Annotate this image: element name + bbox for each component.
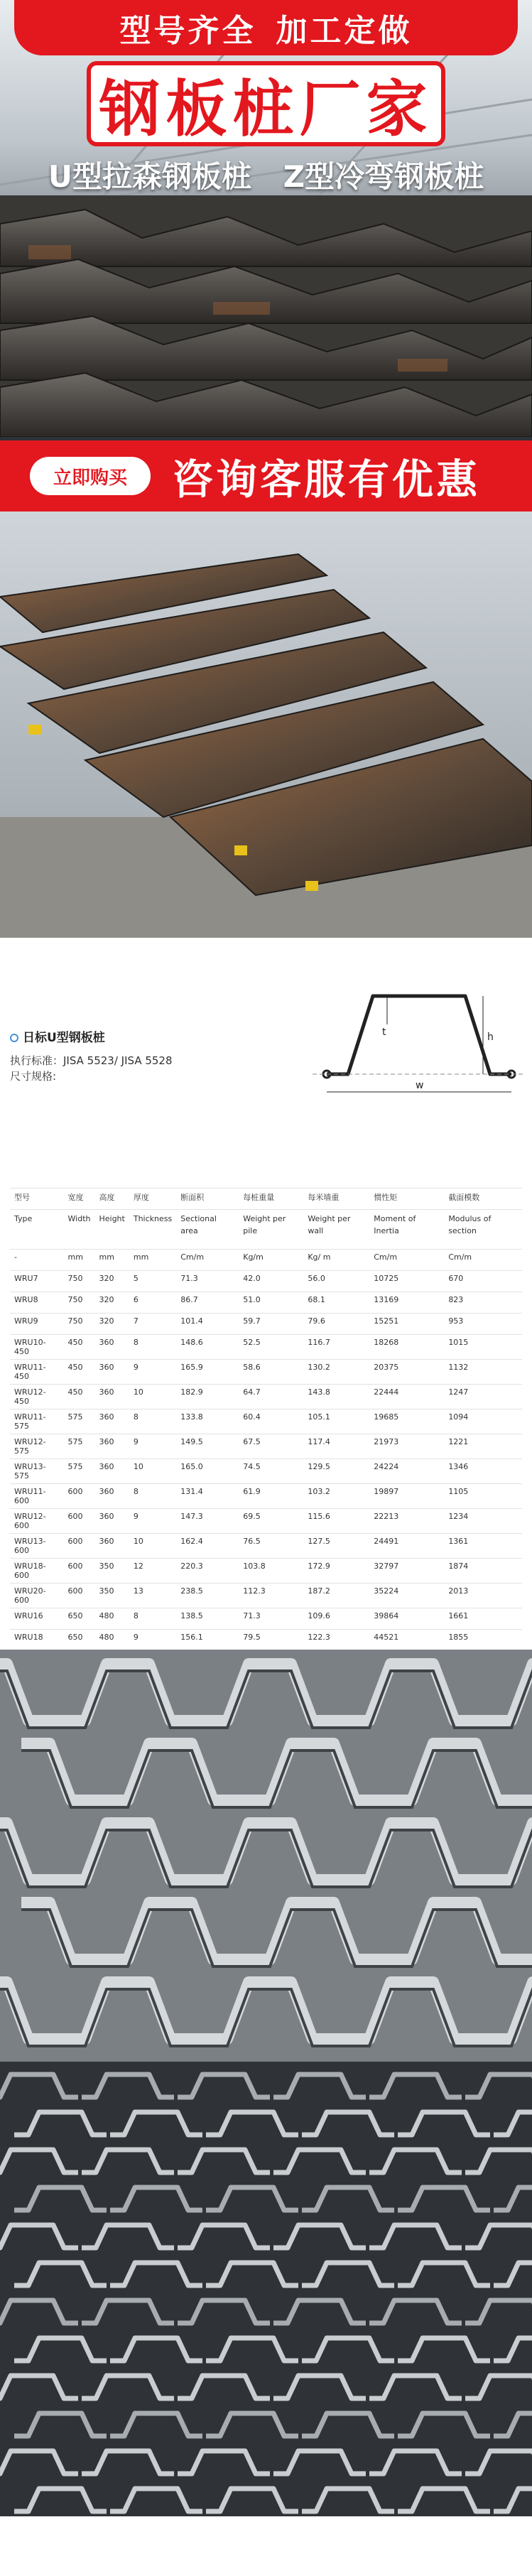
table-cell: 450 bbox=[64, 1335, 95, 1360]
table-cell: 68.1 bbox=[303, 1292, 369, 1314]
table-cell: 360 bbox=[94, 1360, 129, 1385]
table-cell: WRU9 bbox=[10, 1314, 64, 1335]
table-cell: 360 bbox=[94, 1434, 129, 1459]
table-cell: 18268 bbox=[369, 1335, 444, 1360]
table-cell: 129.5 bbox=[303, 1459, 369, 1484]
table-cell: 56.0 bbox=[303, 1271, 369, 1292]
table-cell: 58.6 bbox=[239, 1360, 303, 1385]
table-row bbox=[10, 1271, 522, 1292]
table-cell: 22444 bbox=[369, 1385, 444, 1409]
table-cell: 1105 bbox=[444, 1484, 522, 1509]
table-cell: WRU13-575 bbox=[10, 1459, 64, 1484]
buy-now-button[interactable] bbox=[30, 457, 151, 495]
table-cell: 32797 bbox=[369, 1559, 444, 1584]
table-cell: 10 bbox=[129, 1459, 176, 1484]
table-cell: 86.7 bbox=[176, 1292, 239, 1314]
table-cell: 143.8 bbox=[303, 1385, 369, 1409]
table-cell: WRU16 bbox=[10, 1608, 64, 1630]
table-cell: 148.6 bbox=[176, 1335, 239, 1360]
table-cell: 9 bbox=[129, 1434, 176, 1459]
table-cell: WRU18-600 bbox=[10, 1559, 64, 1584]
table-cell: 600 bbox=[64, 1584, 95, 1608]
table-row bbox=[10, 1385, 522, 1409]
table-row bbox=[10, 1608, 522, 1630]
hero-banner bbox=[0, 0, 532, 512]
table-cell: 575 bbox=[64, 1459, 95, 1484]
table-cell: 61.9 bbox=[239, 1484, 303, 1509]
table-row bbox=[10, 1314, 522, 1335]
table-cell: 360 bbox=[94, 1459, 129, 1484]
table-header-cell: 每米墙重 bbox=[303, 1189, 369, 1210]
table-header-row bbox=[10, 1250, 522, 1271]
table-cell: 7 bbox=[129, 1314, 176, 1335]
table-cell: 19897 bbox=[369, 1484, 444, 1509]
table-header-cell: 截面模数 bbox=[444, 1189, 522, 1210]
table-cell: 480 bbox=[94, 1630, 129, 1651]
table-cell: 750 bbox=[64, 1292, 95, 1314]
table-cell: 69.5 bbox=[239, 1509, 303, 1534]
table-cell: 21973 bbox=[369, 1434, 444, 1459]
table-cell: 138.5 bbox=[176, 1608, 239, 1630]
table-header-cell: 每桩重量 bbox=[239, 1189, 303, 1210]
table-cell: WRU13-600 bbox=[10, 1534, 64, 1559]
sheet-pile-stack-graphic bbox=[0, 195, 532, 437]
table-header-cell: Modulus of section bbox=[444, 1210, 522, 1250]
table-cell: 103.2 bbox=[303, 1484, 369, 1509]
table-cell: 149.5 bbox=[176, 1434, 239, 1459]
table-cell: 162.4 bbox=[176, 1534, 239, 1559]
table-cell: 1247 bbox=[444, 1385, 522, 1409]
table-row bbox=[10, 1584, 522, 1608]
banner-subtitle: U型拉森钢板桩 Z型冷弯钢板桩 bbox=[48, 159, 484, 194]
table-row bbox=[10, 1534, 522, 1559]
banner-top-strip bbox=[14, 0, 518, 55]
table-header-row bbox=[10, 1210, 522, 1250]
banner-bottom-bar bbox=[0, 440, 532, 512]
table-cell: 105.1 bbox=[303, 1409, 369, 1434]
table-cell: 320 bbox=[94, 1292, 129, 1314]
table-header-cell: Height bbox=[94, 1210, 129, 1250]
table-header-cell: Cm/m bbox=[369, 1250, 444, 1271]
table-header-cell: - bbox=[10, 1250, 64, 1271]
table-cell: 360 bbox=[94, 1509, 129, 1534]
table-cell: 953 bbox=[444, 1314, 522, 1335]
table-cell: WRU11-575 bbox=[10, 1409, 64, 1434]
table-header-cell: Type bbox=[10, 1210, 64, 1250]
table-cell: 1094 bbox=[444, 1409, 522, 1434]
label-h: h bbox=[487, 1032, 494, 1043]
table-cell: 360 bbox=[94, 1335, 129, 1360]
table-cell: 10 bbox=[129, 1534, 176, 1559]
table-cell: WRU12-575 bbox=[10, 1434, 64, 1459]
table-row bbox=[10, 1559, 522, 1584]
table-cell: 575 bbox=[64, 1434, 95, 1459]
table-header-cell: Cm/m bbox=[176, 1250, 239, 1271]
table-cell: 650 bbox=[64, 1630, 95, 1651]
table-header-cell: Kg/ m bbox=[303, 1250, 369, 1271]
product-photo-stacked-piles bbox=[0, 512, 532, 938]
table-cell: 650 bbox=[64, 1608, 95, 1630]
banner-title-box bbox=[87, 61, 445, 146]
table-cell: 220.3 bbox=[176, 1559, 239, 1584]
table-cell: 9 bbox=[129, 1630, 176, 1651]
table-header-cell: 高度 bbox=[94, 1189, 129, 1210]
table-cell: 13169 bbox=[369, 1292, 444, 1314]
table-cell: WRU11-450 bbox=[10, 1360, 64, 1385]
table-cell: 127.5 bbox=[303, 1534, 369, 1559]
table-cell: WRU12-600 bbox=[10, 1509, 64, 1534]
spec-section bbox=[0, 946, 532, 1188]
table-header-cell: 厚度 bbox=[129, 1189, 176, 1210]
table-cell: 51.0 bbox=[239, 1292, 303, 1314]
table-cell: 71.3 bbox=[176, 1271, 239, 1292]
product-photo-u-profiles bbox=[0, 1650, 532, 2062]
table-row bbox=[10, 1409, 522, 1434]
banner-tagline-right: 加工定做 bbox=[276, 13, 413, 49]
table-cell: 109.6 bbox=[303, 1608, 369, 1630]
table-cell: 1361 bbox=[444, 1534, 522, 1559]
label-w: w bbox=[416, 1080, 424, 1091]
table-cell: 8 bbox=[129, 1608, 176, 1630]
table-cell: 116.7 bbox=[303, 1335, 369, 1360]
table-cell: 64.7 bbox=[239, 1385, 303, 1409]
table-cell: 320 bbox=[94, 1314, 129, 1335]
table-cell: 182.9 bbox=[176, 1385, 239, 1409]
table-cell: 480 bbox=[94, 1608, 129, 1630]
table-cell: 450 bbox=[64, 1360, 95, 1385]
table-cell: 1855 bbox=[444, 1630, 522, 1651]
table-cell: 103.8 bbox=[239, 1559, 303, 1584]
spec-dimension-label: 尺寸规格: bbox=[10, 1070, 57, 1083]
table-cell: 823 bbox=[444, 1292, 522, 1314]
table-row bbox=[10, 1335, 522, 1360]
table-cell: 575 bbox=[64, 1409, 95, 1434]
table-cell: 8 bbox=[129, 1335, 176, 1360]
table-cell: 600 bbox=[64, 1559, 95, 1584]
table-row bbox=[10, 1360, 522, 1385]
table-cell: 60.4 bbox=[239, 1409, 303, 1434]
table-cell: 24491 bbox=[369, 1534, 444, 1559]
table-header-cell: Weight per wall bbox=[303, 1210, 369, 1250]
table-cell: 15251 bbox=[369, 1314, 444, 1335]
table-cell: 350 bbox=[94, 1559, 129, 1584]
table-cell: 8 bbox=[129, 1409, 176, 1434]
table-cell: 74.5 bbox=[239, 1459, 303, 1484]
table-cell: 670 bbox=[444, 1271, 522, 1292]
table-cell: 360 bbox=[94, 1534, 129, 1559]
table-cell: 600 bbox=[64, 1484, 95, 1509]
table-row bbox=[10, 1459, 522, 1484]
table-cell: 42.0 bbox=[239, 1271, 303, 1292]
table-cell: 750 bbox=[64, 1314, 95, 1335]
buy-now-label: 立即购买 bbox=[53, 467, 127, 489]
table-header-cell: Moment of Inertia bbox=[369, 1210, 444, 1250]
table-cell: 24224 bbox=[369, 1459, 444, 1484]
table-header-cell: 惯性矩 bbox=[369, 1189, 444, 1210]
table-cell: 147.3 bbox=[176, 1509, 239, 1534]
table-cell: 360 bbox=[94, 1484, 129, 1509]
table-header-cell: mm bbox=[64, 1250, 95, 1271]
table-cell: 59.7 bbox=[239, 1314, 303, 1335]
table-header-cell: 宽度 bbox=[64, 1189, 95, 1210]
table-cell: 76.5 bbox=[239, 1534, 303, 1559]
product-photo-warehouse-stock bbox=[0, 2062, 532, 2516]
table-cell: 320 bbox=[94, 1271, 129, 1292]
table-cell: 187.2 bbox=[303, 1584, 369, 1608]
table-header-cell: mm bbox=[94, 1250, 129, 1271]
banner-tagline-left: 型号齐全 bbox=[119, 13, 256, 49]
table-cell: 1015 bbox=[444, 1335, 522, 1360]
table-row bbox=[10, 1484, 522, 1509]
spec-table bbox=[10, 1188, 522, 1672]
table-cell: 112.3 bbox=[239, 1584, 303, 1608]
table-header-cell: Thickness bbox=[129, 1210, 176, 1250]
table-cell: WRU18 bbox=[10, 1630, 64, 1651]
spec-standard: 执行标准：JISA 5523/ JISA 5528 bbox=[10, 1054, 173, 1067]
table-cell: 10725 bbox=[369, 1271, 444, 1292]
table-cell: 1132 bbox=[444, 1360, 522, 1385]
table-cell: WRU11-600 bbox=[10, 1484, 64, 1509]
table-cell: 1661 bbox=[444, 1608, 522, 1630]
table-cell: 130.2 bbox=[303, 1360, 369, 1385]
table-cell: 165.0 bbox=[176, 1459, 239, 1484]
table-cell: WRU7 bbox=[10, 1271, 64, 1292]
table-cell: 165.9 bbox=[176, 1360, 239, 1385]
table-cell: 20375 bbox=[369, 1360, 444, 1385]
table-cell: 79.6 bbox=[303, 1314, 369, 1335]
table-cell: 750 bbox=[64, 1271, 95, 1292]
table-cell: 13 bbox=[129, 1584, 176, 1608]
table-cell: 1874 bbox=[444, 1559, 522, 1584]
table-cell: 450 bbox=[64, 1385, 95, 1409]
table-row bbox=[10, 1434, 522, 1459]
table-cell: 101.4 bbox=[176, 1314, 239, 1335]
table-cell: 10 bbox=[129, 1385, 176, 1409]
table-row bbox=[10, 1630, 522, 1651]
banner-title: 钢板桩厂家 bbox=[99, 74, 433, 145]
table-header-cell: 型号 bbox=[10, 1189, 64, 1210]
table-cell: 35224 bbox=[369, 1584, 444, 1608]
table-cell: WRU10-450 bbox=[10, 1335, 64, 1360]
table-cell: 5 bbox=[129, 1271, 176, 1292]
table-cell: WRU8 bbox=[10, 1292, 64, 1314]
table-cell: 131.4 bbox=[176, 1484, 239, 1509]
u-pile-profile-diagram bbox=[313, 982, 526, 1103]
table-cell: 1346 bbox=[444, 1459, 522, 1484]
table-row bbox=[10, 1292, 522, 1314]
table-cell: 19685 bbox=[369, 1409, 444, 1434]
table-header-cell: Weight per pile bbox=[239, 1210, 303, 1250]
table-cell: 360 bbox=[94, 1409, 129, 1434]
table-header-row bbox=[10, 1189, 522, 1210]
table-header-cell: Cm/m bbox=[444, 1250, 522, 1271]
table-cell: WRU20-600 bbox=[10, 1584, 64, 1608]
consult-promo-text: 咨询客服有优惠 bbox=[172, 455, 481, 504]
table-row bbox=[10, 1509, 522, 1534]
spec-table-section bbox=[0, 1188, 532, 1650]
table-cell: 133.8 bbox=[176, 1409, 239, 1434]
table-cell: 52.5 bbox=[239, 1335, 303, 1360]
bullet-icon bbox=[10, 1034, 18, 1042]
table-cell: 39864 bbox=[369, 1608, 444, 1630]
spec-title bbox=[10, 1027, 105, 1045]
table-cell: 600 bbox=[64, 1534, 95, 1559]
table-header-cell: mm bbox=[129, 1250, 176, 1271]
table-cell: 1234 bbox=[444, 1509, 522, 1534]
table-cell: 79.5 bbox=[239, 1630, 303, 1651]
table-cell: 115.6 bbox=[303, 1509, 369, 1534]
spec-title-text: 日标U型钢板桩 bbox=[23, 1031, 105, 1045]
table-cell: 67.5 bbox=[239, 1434, 303, 1459]
table-cell: 44521 bbox=[369, 1630, 444, 1651]
table-cell: 172.9 bbox=[303, 1559, 369, 1584]
table-cell: 8 bbox=[129, 1484, 176, 1509]
table-cell: 71.3 bbox=[239, 1608, 303, 1630]
table-cell: 9 bbox=[129, 1360, 176, 1385]
table-header-cell: Width bbox=[64, 1210, 95, 1250]
table-cell: 12 bbox=[129, 1559, 176, 1584]
table-header-cell: 断面积 bbox=[176, 1189, 239, 1210]
table-cell: 238.5 bbox=[176, 1584, 239, 1608]
table-cell: 6 bbox=[129, 1292, 176, 1314]
table-cell: 22213 bbox=[369, 1509, 444, 1534]
table-cell: 156.1 bbox=[176, 1630, 239, 1651]
table-cell: 2013 bbox=[444, 1584, 522, 1608]
table-header-cell: Kg/m bbox=[239, 1250, 303, 1271]
table-cell: 350 bbox=[94, 1584, 129, 1608]
table-cell: 117.4 bbox=[303, 1434, 369, 1459]
table-cell: 122.3 bbox=[303, 1630, 369, 1651]
table-cell: 360 bbox=[94, 1385, 129, 1409]
table-header-cell: Sectional area bbox=[176, 1210, 239, 1250]
table-cell: 600 bbox=[64, 1509, 95, 1534]
table-cell: WRU12-450 bbox=[10, 1385, 64, 1409]
table-cell: 1221 bbox=[444, 1434, 522, 1459]
table-cell: 9 bbox=[129, 1509, 176, 1534]
label-t: t bbox=[382, 1027, 386, 1038]
